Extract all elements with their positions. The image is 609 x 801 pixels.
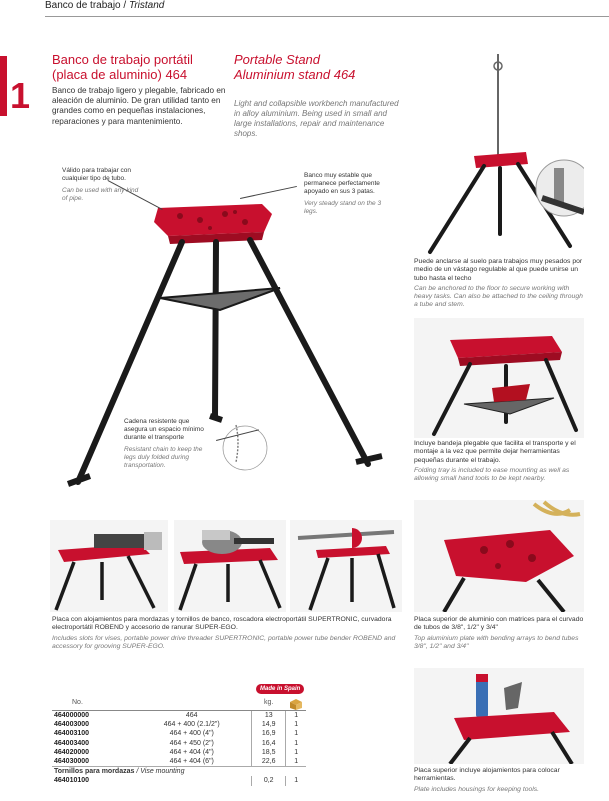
note-chain-en: Resistant chain to keep the legs duly folded during transportation. xyxy=(124,446,203,469)
tray-photo xyxy=(414,318,584,438)
cell-kg: 22,6 xyxy=(252,757,286,767)
slots-photo-bender xyxy=(290,520,402,612)
cell-qty: 1 xyxy=(286,711,306,721)
cell-qty: 1 xyxy=(286,720,306,729)
caption-slots xyxy=(52,616,404,651)
cell-qty: 1 xyxy=(286,739,306,748)
note-pipe-en: Can be used with any kind of pipe. xyxy=(62,187,139,202)
caption-tools-en: Plate includes housings for keeping tools. xyxy=(414,785,540,793)
title-es-line1: Banco de trabajo portátil xyxy=(52,52,193,67)
cell-desc: 464 + 450 (2") xyxy=(169,739,214,747)
cell-code: 464020000 xyxy=(54,748,90,756)
cell-desc xyxy=(132,776,251,785)
header-sep: / xyxy=(120,0,129,11)
title-en-line2: Aluminium stand 464 xyxy=(234,67,356,82)
cell-desc: 464 + 404 (4") xyxy=(169,748,214,756)
cell-qty: 1 xyxy=(286,729,306,738)
caption-bend xyxy=(414,616,584,651)
caption-tray-es: Incluye bandeja plegable que facilita el transporte y el montaje a la vez que permite dejar herramientas pequeñas durante el trabajo. xyxy=(414,440,576,464)
slots-photo-threader xyxy=(174,520,286,612)
cell-desc: 464 + 400 (2.1/2") xyxy=(163,721,220,729)
anchor-photo xyxy=(414,48,584,260)
caption-bend-es: Placa superior de aluminio con matrices para el curvado de tubos de 3/8", 1/2" y 3/4" xyxy=(414,616,584,632)
note-pipe xyxy=(62,167,144,203)
table-header xyxy=(52,696,306,711)
header-breadcrumb xyxy=(45,0,609,14)
table-row xyxy=(52,711,306,721)
cell-code: 464010100 xyxy=(54,777,90,785)
table-row xyxy=(52,720,306,729)
title-es-line2: (placa de aluminio) 464 xyxy=(52,67,188,82)
product-table xyxy=(52,696,306,786)
description-en: Light and collapsible workbench manufactured in alloy aluminium. Being used in small and large installations, repair and maintenance shops. xyxy=(234,99,399,138)
cell-kg: 18,5 xyxy=(252,748,286,757)
cell-code: 464030000 xyxy=(54,758,90,766)
note-stable-en: Very steady stand on the 3 legs. xyxy=(304,200,382,215)
bend-plate-photo xyxy=(414,500,584,612)
chapter-number: 1 xyxy=(10,75,31,116)
sub-title-es: Tornillos para mordazas xyxy=(54,768,135,776)
caption-tools xyxy=(414,767,584,794)
title-es xyxy=(52,52,232,82)
cell-kg: 14,9 xyxy=(252,720,286,729)
slots-photo-vise xyxy=(50,520,168,612)
caption-slots-es: Placa con alojamientos para mordazas y tornillos de banco, roscadora electroportátil SUPERTRONIC, curvadora electroportátil ROBEND y accesorio de ranurar SUPER-EGO. xyxy=(52,616,392,632)
description-es: Banco de trabajo ligero y plegable, fabricado en aleación de aluminio. De gran utilidad tanto en grandes como en pequeñas instalaciones, reparaciones y para mantenimiento. xyxy=(52,86,226,126)
header-rule xyxy=(45,16,609,17)
cell-kg: 16,9 xyxy=(252,729,286,738)
title-en xyxy=(234,52,414,82)
caption-bend-en: Top aluminium plate with bending arrays to bend tubes 3/8", 1/2" and 3/4" xyxy=(414,634,579,650)
cell-qty: 1 xyxy=(286,757,306,767)
cell-kg: 0,2 xyxy=(252,776,286,785)
note-chain xyxy=(124,418,206,470)
note-stable xyxy=(304,172,386,216)
table-row xyxy=(52,748,306,757)
cell-qty: 1 xyxy=(286,748,306,757)
caption-slots-en: Includes slots for vises, portable power drive threader SUPERTRONIC, portable power tube bender ROBEND and accessory for grooving SUPER-EGO. xyxy=(52,634,396,650)
cell-desc: 464 xyxy=(185,712,198,719)
sub-title-en: / Vise mounting xyxy=(134,768,185,776)
table-row xyxy=(52,776,306,785)
caption-tray xyxy=(414,440,584,483)
sub-title-row xyxy=(52,767,306,777)
folding-tray xyxy=(160,288,280,310)
cell-kg: 13 xyxy=(252,711,286,721)
made-in-spain-badge: Made in Spain xyxy=(256,684,304,694)
caption-anchor xyxy=(414,258,584,310)
col-no: No. xyxy=(52,696,132,711)
chapter-bar xyxy=(0,56,7,116)
note-chain-es: Cadena resistente que asegura un espacio mínimo durante el transporte xyxy=(124,418,204,441)
title-en-line1: Portable Stand xyxy=(234,52,321,67)
caption-tools-es: Placa superior incluye alojamientos para colocar herramientas. xyxy=(414,767,560,783)
cell-desc: 464 + 400 (4") xyxy=(169,730,214,738)
cell-code: 464003000 xyxy=(54,721,90,729)
header-section-en: Tristand xyxy=(128,0,165,11)
chain xyxy=(236,425,238,462)
cell-code: 464003100 xyxy=(54,730,90,738)
table-row xyxy=(52,729,306,738)
cell-code: 464003400 xyxy=(54,739,90,747)
col-kg: kg. xyxy=(252,696,286,711)
note-pipe-es: Válido para trabajar con cualquier tipo de tubo. xyxy=(62,167,132,182)
header-section: Banco de trabajo xyxy=(45,0,121,11)
caption-tray-en: Folding tray is included to ease mounting as well as allowing small hand tools to be kept nearby. xyxy=(414,466,570,483)
tools-photo xyxy=(414,668,584,764)
table-row xyxy=(52,757,306,767)
table-row xyxy=(52,739,306,748)
note-stable-es: Banco muy estable que permanece perfectamente apoyado en sus 3 patas. xyxy=(304,172,380,195)
cell-qty: 1 xyxy=(286,776,306,785)
cell-kg: 16,4 xyxy=(252,739,286,748)
cell-desc: 464 + 404 (6") xyxy=(169,758,214,766)
caption-anchor-es: Puede anclarse al suelo para trabajos muy pesados por medio de un vástago regulable al que puede unirse un tubo hasta el techo xyxy=(414,258,583,282)
caption-anchor-en: Can be anchored to the floor to secure working with heavy tasks. Can also be attached to the ceiling through a tube and stem. xyxy=(414,284,583,309)
cell-code: 464000000 xyxy=(54,712,90,719)
top-plate xyxy=(154,204,272,236)
